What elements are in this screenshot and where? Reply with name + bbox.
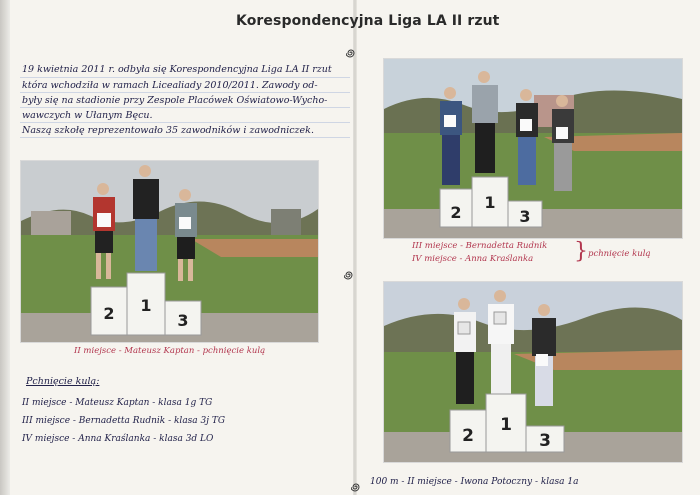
podium-place-label: 3 xyxy=(519,207,531,226)
ruled-line xyxy=(20,92,350,93)
spiral-ornament-icon xyxy=(344,270,354,280)
caption-top-right-line1: III miejsce - Bernadetta Rudnik xyxy=(412,241,548,251)
photo-podium-100m xyxy=(383,281,683,463)
page-fold xyxy=(353,0,357,495)
podium-place-label: 3 xyxy=(177,311,189,330)
podium-place-label: 1 xyxy=(140,296,152,315)
intro-line: wawczych w Ułanym Bęcu. xyxy=(22,110,153,121)
caption-left-photo: II miejsce - Mateusz Kaptan - pchnięcie kulą xyxy=(74,346,266,356)
shot-put-list-item: III miejsce - Bernadetta Rudnik - klasa 3j TG xyxy=(22,416,226,426)
ruled-line xyxy=(20,137,350,138)
photo-podium-shot-put-girls xyxy=(383,58,683,239)
ruled-line xyxy=(20,107,350,108)
intro-line: 19 kwietnia 2011 r. odbyła się Korespondencyjna Liga LA II rzut xyxy=(22,64,332,75)
ruled-line xyxy=(20,77,350,78)
page-title: Korespondencyjna Liga LA II rzut xyxy=(236,13,500,29)
podium-place-label: 3 xyxy=(539,431,551,451)
intro-line: Naszą szkołę reprezentowało 35 zawodników i zawodniczek. xyxy=(22,125,314,136)
caption-top-right-event: pchnięcie kulą xyxy=(588,249,651,259)
spiral-ornament-icon xyxy=(351,482,361,492)
podium-place-label: 2 xyxy=(462,426,474,446)
book-binding xyxy=(0,0,10,495)
caption-top-right-line2: IV miejsce - Anna Kraślanka xyxy=(412,254,534,264)
podium-place-label: 2 xyxy=(450,203,462,222)
shot-put-list-heading: Pchnięcie kulą: xyxy=(26,376,100,387)
podium-place-label: 1 xyxy=(500,415,512,435)
shot-put-list-item: IV miejsce - Anna Kraślanka - klasa 3d LO xyxy=(22,434,214,444)
intro-line: były się na stadionie przy Zespole Placówek Oświatowo-Wycho- xyxy=(22,95,328,106)
spiral-ornament-icon xyxy=(346,48,356,58)
photo-podium-shot-put-boys xyxy=(20,160,319,343)
shot-put-list-item: II miejsce - Mateusz Kaptan - klasa 1g TG xyxy=(22,398,213,408)
intro-line: która wchodziła w ramach Licealiady 2010/2011. Zawody od- xyxy=(22,80,318,91)
podium-place-label: 2 xyxy=(103,304,115,323)
caption-bottom-right: 100 m - II miejsce - Iwona Potoczny - klasa 1a xyxy=(370,477,579,487)
ruled-line xyxy=(20,122,350,123)
podium-place-label: 1 xyxy=(484,193,496,212)
brace-icon: } xyxy=(574,239,588,264)
